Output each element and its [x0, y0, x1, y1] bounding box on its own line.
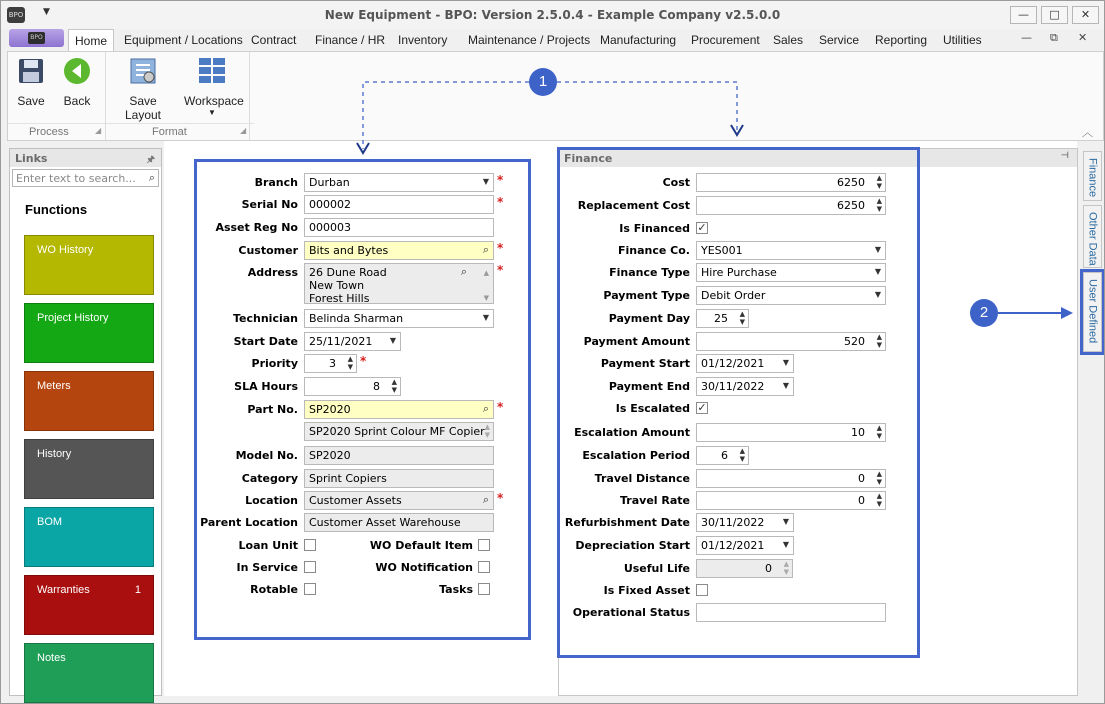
is-fixed-asset-label: Is Fixed Asset [603, 584, 690, 597]
payment-end-label: Payment End [608, 380, 690, 393]
arrow-head-icon [1061, 307, 1073, 319]
sla-hours-value: 8 [373, 380, 380, 393]
tile-count-badge: 1 [134, 584, 141, 596]
tile-label: BOM [37, 516, 63, 528]
search-icon[interactable]: ⌕ [482, 493, 489, 506]
spin-arrows-icon[interactable]: ▲ ▼ [739, 447, 745, 463]
travel-distance-value: 0 [858, 472, 865, 485]
model-no-value: SP2020 [309, 449, 351, 462]
required-indicator: * [497, 241, 504, 255]
tab-contract[interactable]: Contract [251, 33, 297, 47]
part-description-value: SP2020 Sprint Colour MF Copier [309, 425, 485, 438]
payment-type-label: Payment Type [603, 289, 690, 302]
required-indicator: * [497, 491, 504, 505]
mdi-minimize-icon[interactable]: — [1021, 31, 1032, 44]
chevron-down-icon[interactable]: ▼ [782, 517, 789, 526]
operational-status-label: Operational Status [572, 606, 690, 619]
technician-label: Technician [232, 312, 298, 325]
side-tab-label: User Defined [1086, 279, 1099, 344]
tile-label: Project History [37, 312, 109, 324]
wo-default-item-label: WO Default Item [369, 539, 473, 552]
is-financed-label: Is Financed [619, 222, 690, 235]
tile-label: WO History [37, 244, 94, 256]
escalation-period-label: Escalation Period [582, 449, 690, 462]
finance-type-value: Hire Purchase [701, 266, 777, 279]
tab-reporting[interactable]: Reporting [875, 33, 928, 47]
back-button-label: Back [63, 94, 91, 108]
finance-co-label: Finance Co. [618, 244, 690, 257]
escalation-amount-label: Escalation Amount [574, 426, 690, 439]
group-launcher-icon[interactable]: ◢ [95, 126, 102, 135]
pin-icon[interactable]: ⊣ [1060, 151, 1069, 161]
is-escalated-label: Is Escalated [615, 402, 690, 415]
chevron-down-icon[interactable]: ▼ [782, 381, 789, 390]
spin-arrows-icon[interactable]: ▲ ▼ [391, 378, 397, 394]
required-indicator: * [497, 173, 504, 187]
tile-label: History [37, 448, 72, 460]
callout-1-right-dashed-arrow [557, 82, 737, 131]
priority-label: Priority [251, 357, 298, 370]
tab-utilities[interactable]: Utilities [943, 33, 982, 47]
parent-location-value: Customer Asset Warehouse [309, 516, 461, 529]
scroll-down-icon[interactable]: ▼ [483, 294, 489, 302]
tab-inventory[interactable]: Inventory [398, 33, 448, 47]
tab-sales[interactable]: Sales [773, 33, 804, 47]
escalation-amount-value: 10 [851, 426, 865, 439]
spin-arrows-icon[interactable]: ▲ ▼ [739, 310, 745, 326]
side-tab-label: Other Data [1086, 212, 1099, 266]
chevron-down-icon[interactable]: ▼ [782, 358, 789, 367]
priority-value: 3 [329, 357, 336, 370]
app-logo-icon[interactable]: BPO [7, 7, 25, 23]
spin-arrows-icon: ▲ ▼ [783, 560, 789, 576]
save-layout-label: Save Layout [124, 94, 162, 122]
chevron-down-icon[interactable]: ▼ [874, 267, 881, 276]
address-label: Address [247, 266, 298, 279]
chevron-down-icon[interactable]: ▼ [482, 177, 489, 186]
quick-access-dropdown-icon[interactable]: ▼ [43, 7, 50, 17]
refurbishment-date-value: 30/11/2022 [701, 516, 765, 529]
replacement-cost-value: 6250 [837, 199, 865, 212]
tab-equipment-locations[interactable]: Equipment / Locations [124, 33, 243, 47]
group-label-format: Format [152, 126, 187, 138]
tab-procurement[interactable]: Procurement [691, 33, 760, 47]
tab-manufacturing[interactable]: Manufacturing [600, 33, 677, 47]
serial-label: Serial No [241, 198, 298, 211]
part-no-value: SP2020 [309, 403, 351, 416]
is-escalated-checkbox[interactable]: ✓ [697, 401, 707, 414]
tab-maintenance-projects[interactable]: Maintenance / Projects [468, 33, 591, 47]
customer-value: Bits and Bytes [309, 244, 389, 257]
asset-reg-label: Asset Reg No [215, 221, 298, 234]
save-button-label: Save [17, 94, 45, 108]
sla-hours-label: SLA Hours [234, 380, 298, 393]
tab-service[interactable]: Service [819, 33, 860, 47]
side-tab-label: Finance [1086, 158, 1099, 198]
start-date-label: Start Date [233, 335, 298, 348]
loan-unit-label: Loan Unit [238, 539, 298, 552]
payment-type-value: Debit Order [701, 289, 766, 302]
model-no-label: Model No. [235, 449, 298, 462]
cost-value: 6250 [837, 176, 865, 189]
serial-value: 000002 [309, 198, 351, 211]
spin-arrows-icon[interactable]: ▲ ▼ [876, 424, 882, 440]
travel-distance-label: Travel Distance [594, 472, 690, 485]
address-line-1: 26 Dune Road [309, 266, 387, 279]
part-no-label: Part No. [247, 403, 298, 416]
search-icon[interactable]: ⌕ [460, 265, 467, 278]
payment-end-value: 30/11/2022 [701, 380, 765, 393]
pin-icon[interactable]: 🖈 [146, 155, 155, 165]
required-indicator: * [497, 400, 504, 414]
workspace-dropdown-icon: ▼ [208, 108, 216, 117]
app-menu-logo-icon: BPO [28, 32, 45, 44]
spin-arrows-icon[interactable]: ▲ ▼ [876, 492, 882, 508]
useful-life-label: Useful Life [623, 562, 690, 575]
search-placeholder: Enter text to search... [16, 172, 136, 185]
search-icon[interactable]: ⌕ [148, 171, 155, 184]
scroll-up-icon[interactable]: ▲ [483, 269, 489, 277]
branch-label: Branch [254, 176, 298, 189]
wo-notification-label: WO Notification [375, 561, 473, 574]
search-icon[interactable]: ⌕ [482, 243, 489, 256]
payment-amount-label: Payment Amount [583, 335, 690, 348]
payment-day-label: Payment Day [608, 312, 690, 325]
search-icon[interactable]: ⌕ [482, 402, 489, 415]
category-value: Sprint Copiers [309, 472, 387, 485]
spin-arrows-icon[interactable]: ▲ ▼ [876, 333, 882, 349]
address-line-2: New Town [309, 279, 365, 292]
spin-arrows-icon: ▲ ▼ [484, 423, 490, 439]
tile-label: Warranties [37, 584, 90, 596]
maximize-button[interactable]: □ [1041, 6, 1068, 24]
tile-label: Meters [37, 380, 71, 392]
travel-rate-label: Travel Rate [620, 494, 690, 507]
branch-value: Durban [309, 176, 350, 189]
useful-life-value: 0 [765, 562, 772, 575]
mdi-restore-icon[interactable]: ⧉ [1050, 31, 1058, 44]
depreciation-start-label: Depreciation Start [575, 539, 690, 552]
chevron-down-icon[interactable]: ▼ [874, 290, 881, 299]
technician-value: Belinda Sharman [309, 312, 404, 325]
finance-co-value: YES001 [701, 244, 743, 257]
asset-reg-value: 000003 [309, 221, 351, 234]
finance-type-label: Finance Type [609, 266, 690, 279]
payment-amount-value: 520 [844, 335, 865, 348]
finance-title: Finance [564, 152, 613, 165]
depreciation-start-value: 01/12/2021 [701, 539, 765, 552]
chevron-down-icon[interactable]: ▼ [874, 245, 881, 254]
workspace-label: Workspace [184, 94, 244, 108]
refurbishment-date-label: Refurbishment Date [564, 516, 690, 529]
tab-home[interactable]: Home [68, 29, 114, 52]
mdi-close-icon[interactable]: ✕ [1078, 31, 1088, 44]
callout-badge-1: 1 [529, 68, 557, 96]
chevron-down-icon[interactable]: ▼ [782, 540, 789, 549]
spin-arrows-icon[interactable]: ▲ ▼ [876, 470, 882, 486]
required-indicator: * [360, 354, 367, 368]
group-launcher-icon[interactable]: ◢ [240, 126, 247, 135]
cost-label: Cost [662, 176, 690, 189]
links-title: Links [15, 152, 48, 165]
tasks-label: Tasks [439, 583, 473, 596]
group-label-process: Process [29, 126, 69, 138]
customer-label: Customer [238, 244, 298, 257]
rotable-label: Rotable [250, 583, 298, 596]
category-label: Category [241, 472, 298, 485]
spin-arrows-icon[interactable]: ▲ ▼ [347, 355, 353, 371]
address-line-3: Forest Hills [309, 292, 370, 304]
chevron-down-icon[interactable]: ▼ [482, 313, 489, 322]
callout-arrows [1, 1, 1105, 704]
tile-label: Notes [37, 652, 66, 664]
collapse-ribbon-icon[interactable]: ︿ [1082, 126, 1093, 139]
payment-start-value: 01/12/2021 [701, 357, 765, 370]
payment-day-value: 25 [714, 312, 728, 325]
chevron-down-icon[interactable]: ▼ [389, 336, 396, 345]
start-date-value: 25/11/2021 [309, 335, 373, 348]
spin-arrows-icon[interactable]: ▲ ▼ [876, 174, 882, 190]
in-service-label: In Service [236, 561, 298, 574]
functions-title: Functions [25, 202, 88, 217]
minimize-button[interactable]: — [1010, 6, 1037, 24]
escalation-period-value: 6 [721, 449, 728, 462]
travel-rate-value: 0 [858, 494, 865, 507]
required-indicator: * [497, 263, 504, 277]
tab-finance-hr[interactable]: Finance / HR [315, 33, 386, 47]
window-title: New Equipment - BPO: Version 2.5.0.4 - Example Company v2.5.0.0 [324, 8, 781, 22]
parent-location-label: Parent Location [200, 516, 298, 529]
is-financed-checkbox[interactable]: ✓ [697, 221, 707, 234]
callout-badge-2: 2 [970, 299, 998, 327]
payment-start-label: Payment Start [600, 357, 690, 370]
replacement-cost-label: Replacement Cost [577, 199, 690, 212]
close-button[interactable]: ✕ [1072, 6, 1099, 24]
location-label: Location [245, 494, 298, 507]
callout-1-left-dashed-arrow [363, 82, 529, 149]
location-value: Customer Assets [309, 494, 402, 507]
spin-arrows-icon[interactable]: ▲ ▼ [876, 197, 882, 213]
required-indicator: * [497, 195, 504, 209]
